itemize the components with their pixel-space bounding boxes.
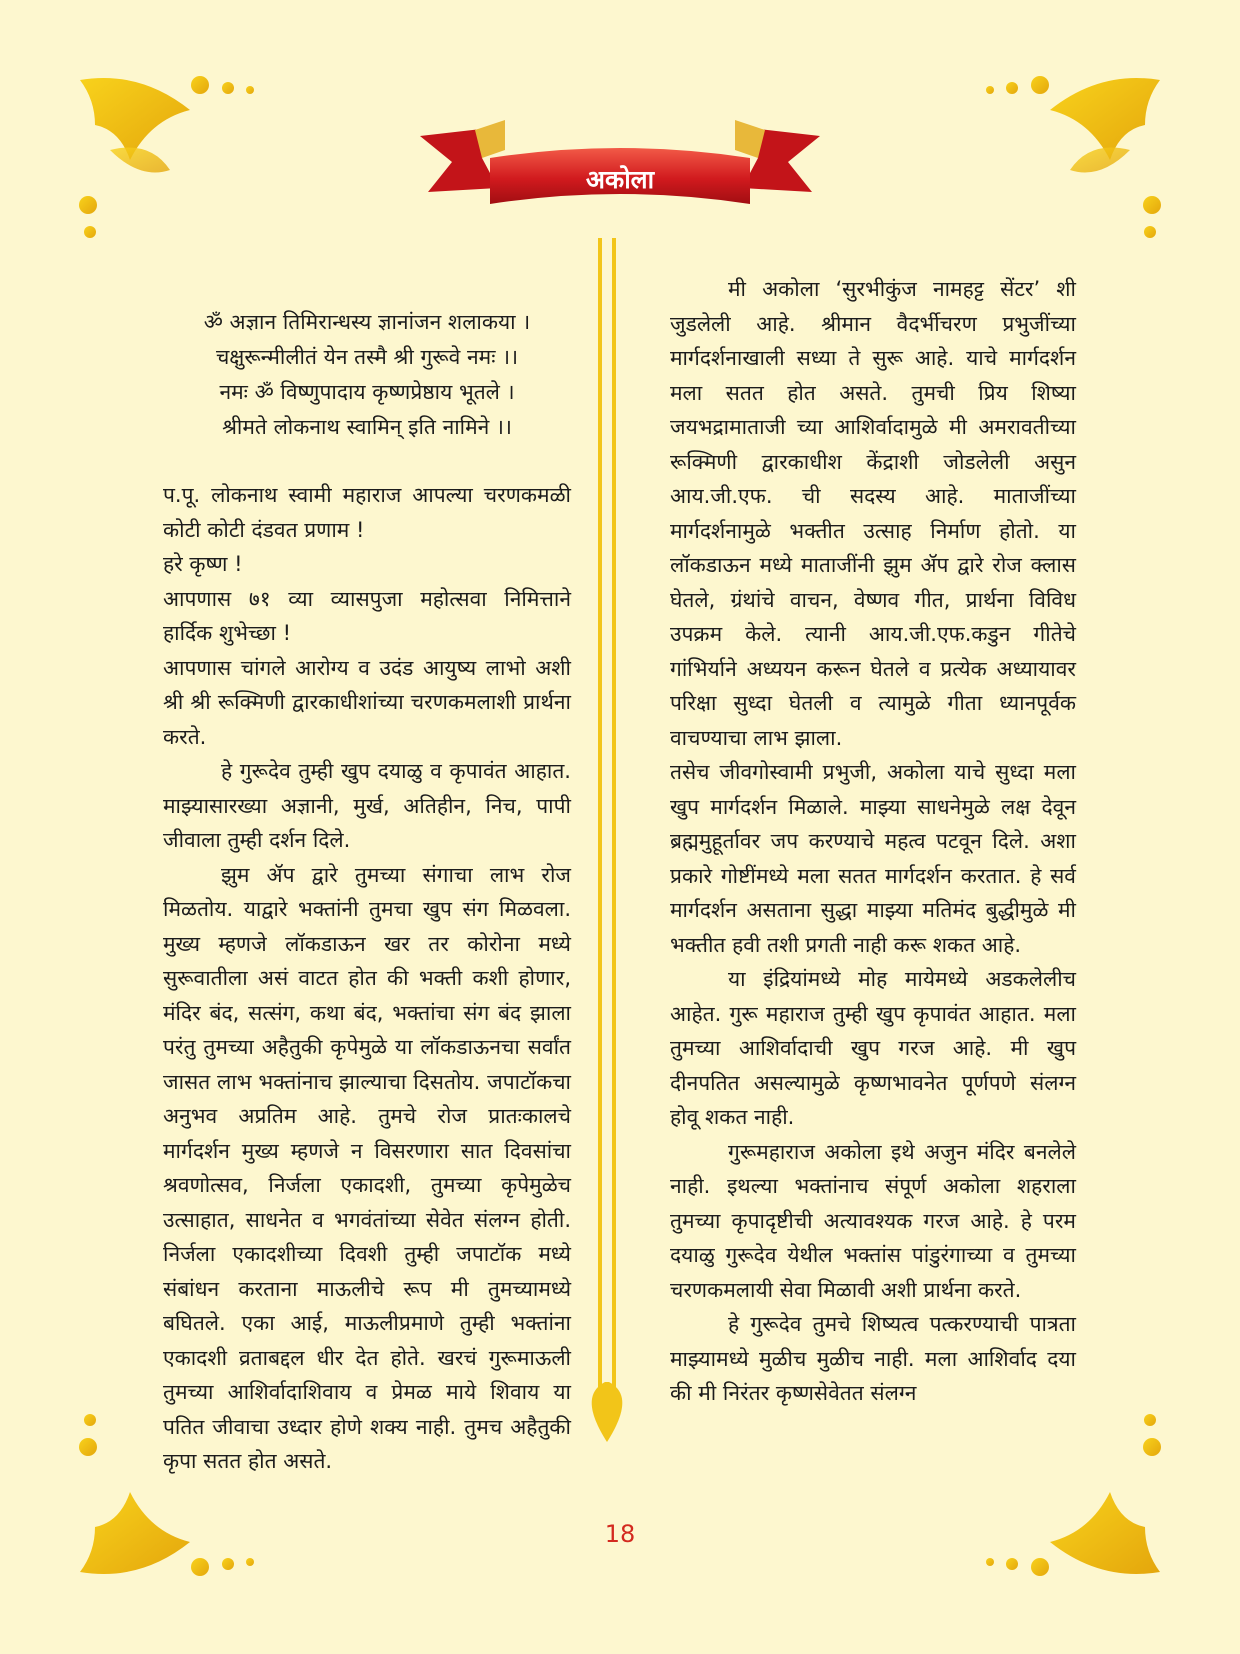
paragraph: हे गुरूदेव तुम्ही खुप दयाळु व कृपावंत आहात. माझ्यासारख्या अज्ञानी, मुर्ख, अतिहीन, निच, पापी जीवाला तुम्ही दर्शन दिले. [163,759,571,852]
paragraph: झुम ॲप द्वारे तुमच्या संगाचा लाभ रोज मिळतोय. याद्वारे भक्तांनी तुमचा खुप संग मिळवला. मुख्य म्हणजे लॉकडाऊन खर तर कोरोना मध्ये सुरूवातीला असं वाटत होत की भक्ती कशी होणार, मंदिर बंद, सत्संग, कथा बंद, भक्तांचा संग बंद झाला परंतु तुमच्या अहैतुकी कृपेमुळे या लॉकडाऊनचा सर्वांत जासत लाभ भक्तांनाच झाल्याचा दिसतोय. जपाटॉकचा अनुभव अप्रतिम आहे. तुमचे रोज प्रातःकालचे मार्गदर्शन मुख्य म्हणजे न विसरणारा सात दिवसांचा श्रवणोत्सव, निर्जला एकादशी, तुमच्या कृपेमुळेच उत्साहात, साधनेत व भगवंतांच्या सेवेत संलग्न होती. निर्जला एकादशीच्या दिवशी तुम्ही जपाटॉक मध्ये संबांधन करताना माऊलीचे रूप मी तुमच्यामध्ये बघितले. एका आई, माऊलीप्रमाणे तुम्ही भक्तांना एकादशी व्रताबद्दल धीर देत होते. खरचं गुरूमाऊली तुमच्या आशिर्वादाशिवाय व प्रेमळ माये शिवाय या पतित जीवाचा उध्दार होणे शक्य नाही. तुमच अहैतुकी कृपा सतत होत असते. [163,862,571,1473]
verse-line: नमः ॐ विष्णुपादाय कृष्णप्रेष्ठाय भूतले । [219,380,515,404]
paragraph: या इंद्रियांमध्ये मोह मायेमध्ये अडकलेलीच आहेत. गुरू महाराज तुम्ही खुप कृपावंत आहात. मला तुमच्या आशिर्वादाची खुप गरज आहे. मी खुप दीनपतित असल्यामुळे कृष्णभावनेत पूर्णपणे संलग्न होवू शकत नाही. [670,967,1076,1129]
paragraph: मी अकोला ‘सुरभीकुंज नामहट्ट सेंटर’ शी जुडलेली आहे. श्रीमान वैदर्भीचरण प्रभुजींच्या मार्गदर्शनाखाली सध्या ते सुरू आहे. याचे मार्गदर्शन मला सतत होत असते. तुमची प्रिय शिष्या जयभद्रामाताजी च्या आशिर्वादामुळे मी अमरावतीच्या रूक्मिणी द्वारकाधीश केंद्राशी जोडलेली असुन आय.जी.एफ. ची सदस्य आहे. माताजींच्या मार्गदर्शनामुळे भक्तीत उत्साह निर्माण होतो. या लॉकडाऊन मध्ये माताजींनी झुम ॲप द्वारे रोज क्लास घेतले, ग्रंथांचे वाचन, वेष्णव गीत, प्रार्थना विविध उपक्रम केले. त्यानी आय.जी.एफ.कडुन गीतेचे गांभिर्याने अध्ययन करून घेतले व प्रत्येक अध्यायावर परिक्षा सुध्दा घेतली व त्यामुळे गीता ध्यानपूर्वक वाचण्याचा लाभ झाला. [670,277,1076,750]
verse-line: श्रीमते लोकनाथ स्वामिन् इति नामिने ।। [222,415,512,439]
right-column [670,272,1076,1411]
column-divider [592,238,623,1442]
paragraph: हरे कृष्ण ! [163,552,243,576]
verse-line: ॐ अज्ञान तिमिरान्धस्य ज्ञानांजन शलाकया । [203,310,531,334]
page-title: अकोला [585,165,655,194]
paragraph: प.पू. लोकनाथ स्वामी महाराज आपल्या चरणकमळी कोटी कोटी दंडवत प्रणाम ! [163,483,571,542]
paragraph: आपणास चांगले आरोग्य व उदंड आयुष्य लाभो अशी श्री श्री रूक्मिणी द्वारकाधीशांच्या चरणकमलाशी प्रार्थना करते. [163,655,571,749]
verse-line: चक्षुरून्मीलीतं येन तस्मै श्री गुरूवे नमः ।। [215,345,519,369]
paragraph: हे गुरूदेव तुमचे शिष्यत्व पत्करण्याची पात्रता माझ्यामध्ये मुळीच मुळीच नाही. मला आशिर्वाद दया की मी निरंतर कृष्णसेवेतत संलग्न [670,1312,1076,1405]
invocation-verse [163,305,571,445]
paragraph: आपणास ७१ व्या व्यासपुजा महोत्सवा निमित्ताने हार्दिक शुभेच्छा ! [163,586,571,645]
paragraph: तसेच जीवगोस्वामी प्रभुजी, अकोला याचे सुध्दा मला खुप मार्गदर्शन मिळाले. माझ्या साधनेमुळे लक्ष देवून ब्रह्ममुहूर्तावर जप करण्याचे महत्व पटवून दिले. अशा प्रकारे गोष्टींमध्ये मला सतत मार्गदर्शन करतात. हे सर्व मार्गदर्शन असताना सुद्धा माझ्या मतिमंद बुद्धीमुळे मी भक्तीत हवी तशी प्रगती नाही करू शकत आहे. [670,760,1076,957]
page-number: 18 [604,1520,636,1548]
left-column [163,478,571,1479]
paragraph: गुरूमहाराज अकोला इथे अजुन मंदिर बनलेले नाही. इथल्या भक्तांनाच संपूर्ण अकोला शहराला तुमच्या कृपादृष्टीची अत्यावश्यक गरज आहे. हे परम दयाळु गुरूदेव येथील भक्तांस पांडुरंगाच्या व तुमच्या चरणकमलायी सेवा मिळावी अशी प्रार्थना करते. [670,1139,1076,1302]
